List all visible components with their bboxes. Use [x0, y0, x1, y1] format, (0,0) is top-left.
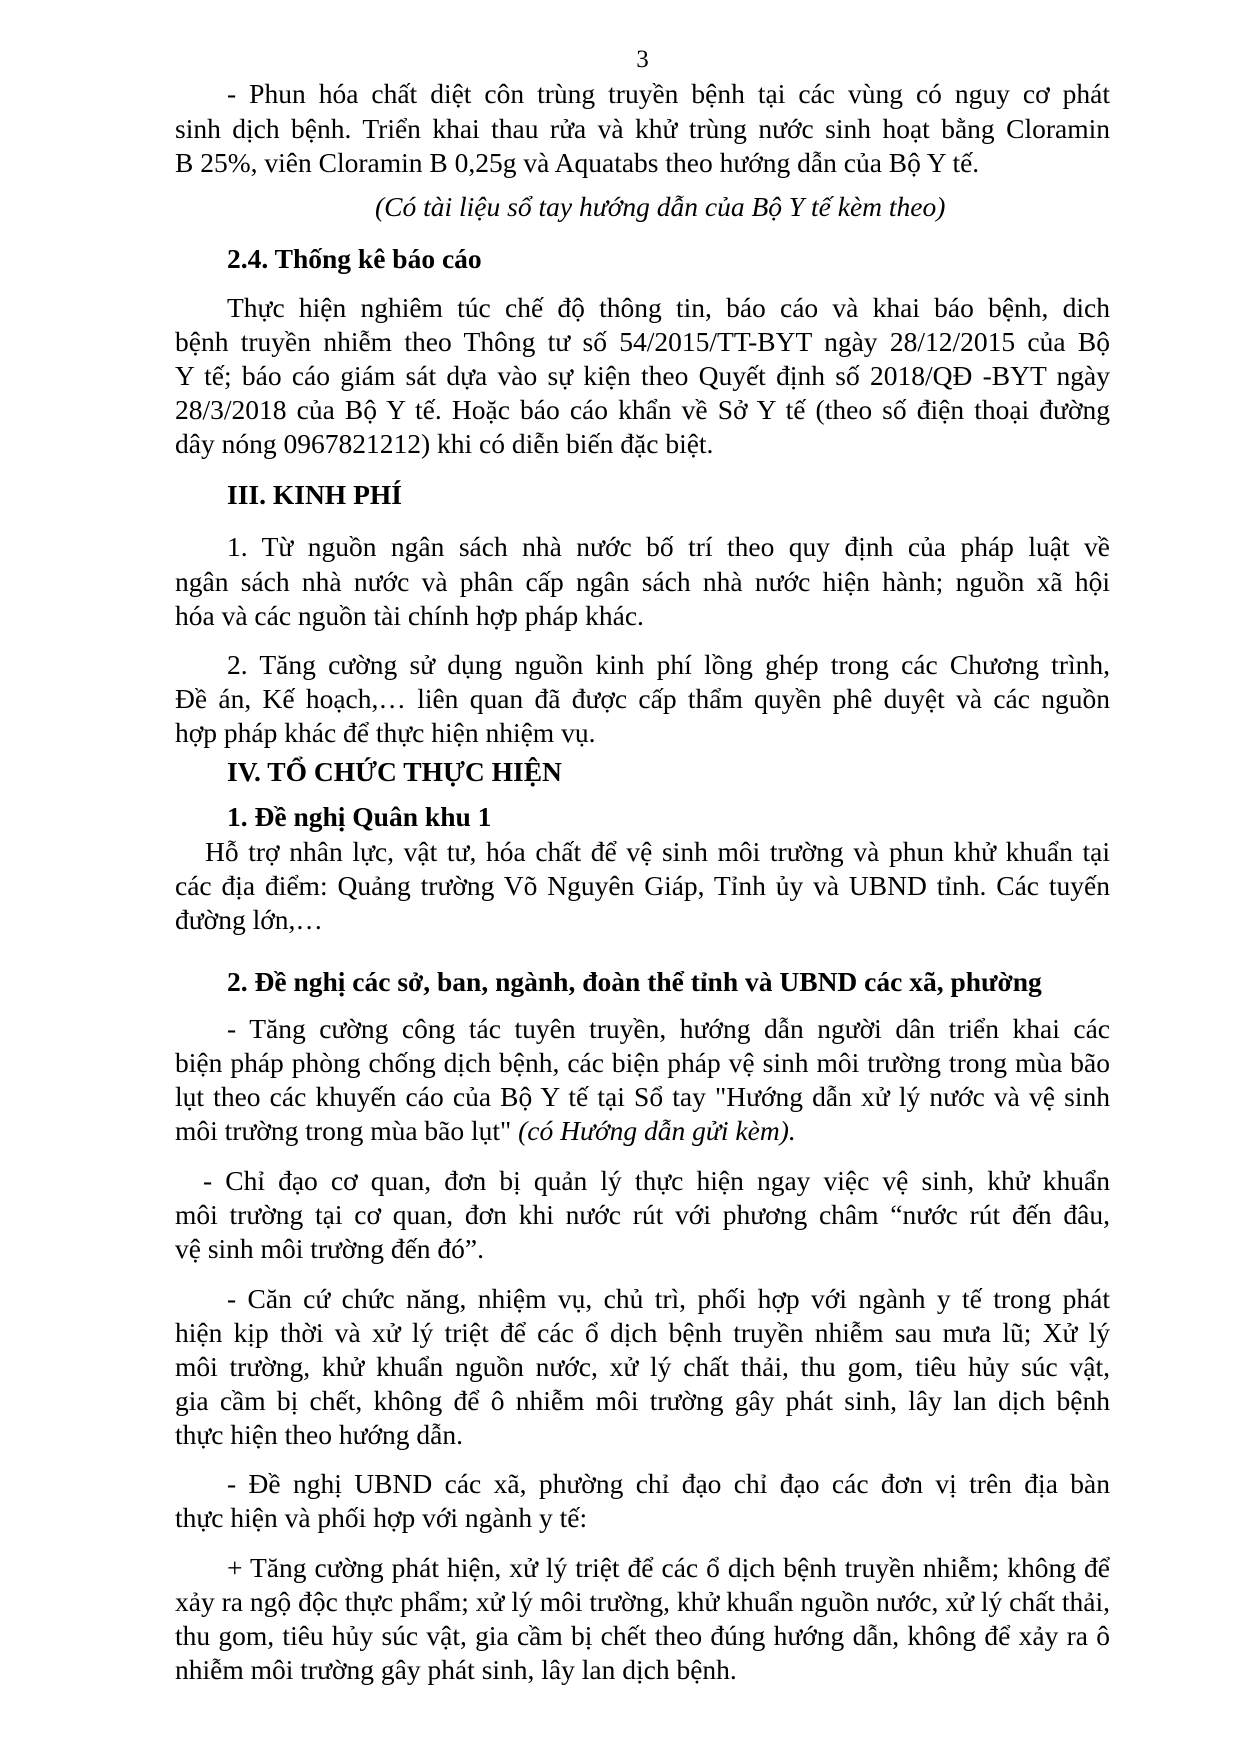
paragraph-line: sinh dịch bệnh. Triển khai thau rửa và khử trùng nước sinh hoạt bằng Cloramin: [175, 113, 1110, 144]
paragraph-line: hiện kịp thời và xử lý triệt để các ổ dịch bệnh truyền nhiễm sau mưa lũ; Xử lý: [175, 1317, 1110, 1348]
section-heading: IV. TỔ CHỨC THỰC HIỆN: [227, 756, 562, 787]
paragraph-line: môi trường, khử khuẩn nguồn nước, xử lý chất thải, thu gom, tiêu hủy súc vật,: [175, 1351, 1110, 1382]
page-number: 3: [636, 46, 649, 73]
paragraph-line: xảy ra ngộ độc thực phẩm; xử lý môi trường, khử khuẩn nguồn nước, xử lý chất thải,: [175, 1586, 1110, 1617]
attachment-note: (có Hướng dẫn gửi kèm).: [518, 1115, 796, 1146]
paragraph-line: Đề án, Kế hoạch,… liên quan đã được cấp thẩm quyền phê duyệt và các nguồn: [175, 683, 1110, 714]
paragraph-line: dây nóng 0967821212) khi có diễn biến đặc biệt.: [175, 428, 714, 459]
paragraph-line: 2. Tăng cường sử dụng nguồn kinh phí lồng ghép trong các Chương trình,: [227, 649, 1110, 680]
paragraph-line: nhiễm môi trường gây phát sinh, lây lan dịch bệnh.: [175, 1654, 737, 1685]
paragraph-line: - Chỉ đạo cơ quan, đơn bị quản lý thực hiện ngay việc vệ sinh, khử khuẩn: [203, 1165, 1110, 1196]
paragraph-line: Thực hiện nghiêm túc chế độ thông tin, báo cáo và khai báo bệnh, dich: [227, 292, 1110, 323]
attachment-note: (Có tài liệu sổ tay hướng dẫn của Bộ Y tế kèm theo): [375, 191, 946, 222]
paragraph-line: - Phun hóa chất diệt côn trùng truyền bệnh tại các vùng có nguy cơ phát: [227, 78, 1110, 109]
paragraph-line: biện pháp phòng chống dịch bệnh, các biện pháp vệ sinh môi trường trong mùa bão: [175, 1047, 1110, 1078]
paragraph-line: Hỗ trợ nhân lực, vật tư, hóa chất để vệ sinh môi trường và phun khử khuẩn tại: [205, 836, 1110, 867]
paragraph-line: - Căn cứ chức năng, nhiệm vụ, chủ trì, phối hợp với ngành y tế trong phát: [227, 1283, 1110, 1314]
paragraph-text: môi trường trong mùa bão lụt": [175, 1115, 519, 1146]
paragraph-line: hợp pháp khác để thực hiện nhiệm vụ.: [175, 717, 596, 748]
paragraph-line: bệnh truyền nhiễm theo Thông tư số 54/2015/TT-BYT ngày 28/12/2015 của Bộ: [175, 326, 1110, 357]
paragraph-line: các địa điểm: Quảng trường Võ Nguyên Giáp, Tỉnh ủy và UBND tỉnh. Các tuyến: [175, 870, 1110, 901]
paragraph-line: 28/3/2018 của Bộ Y tế. Hoặc báo cáo khẩn về Sở Y tế (theo số điện thoại đường: [175, 394, 1110, 425]
paragraph-line: gia cầm bị chết, không để ô nhiễm môi trường gây phát sinh, lây lan dịch bệnh: [175, 1385, 1110, 1416]
paragraph-line: [175, 1114, 1110, 1148]
subsection-heading: 1. Đề nghị Quân khu 1: [227, 801, 492, 832]
paragraph-line: môi trường tại cơ quan, đơn khi nước rút với phương châm “nước rút đến đâu,: [175, 1199, 1110, 1230]
paragraph-line: đường lớn,…: [175, 904, 323, 935]
paragraph-line: + Tăng cường phát hiện, xử lý triệt để các ổ dịch bệnh truyền nhiễm; không để: [227, 1552, 1110, 1583]
paragraph-line: thực hiện và phối hợp với ngành y tế:: [175, 1502, 588, 1533]
section-heading: 2.4. Thống kê báo cáo: [227, 243, 482, 274]
section-heading: III. KINH PHÍ: [227, 479, 402, 510]
paragraph-line: lụt theo các khuyến cáo của Bộ Y tế tại Sổ tay "Hướng dẫn xử lý nước và vệ sinh: [175, 1081, 1110, 1112]
subsection-heading: 2. Đề nghị các sở, ban, ngành, đoàn thể tỉnh và UBND các xã, phường: [227, 966, 1042, 997]
paragraph-line: Y tế; báo cáo giám sát dựa vào sự kiện theo Quyết định số 2018/QĐ -BYT ngày: [175, 360, 1110, 391]
paragraph-line: - Tăng cường công tác tuyên truyền, hướng dẫn người dân triển khai các: [227, 1013, 1110, 1044]
paragraph-line: thu gom, tiêu hủy súc vật, gia cầm bị chết theo đúng hướng dẫn, không để xảy ra ô: [175, 1620, 1110, 1651]
document-page: [175, 0, 1110, 1754]
paragraph-line: hóa và các nguồn tài chính hợp pháp khác.: [175, 600, 644, 631]
paragraph-line: ngân sách nhà nước và phân cấp ngân sách nhà nước hiện hành; nguồn xã hội: [175, 566, 1110, 597]
paragraph-line: vệ sinh môi trường đến đó”.: [175, 1233, 484, 1264]
paragraph-line: 1. Từ nguồn ngân sách nhà nước bố trí theo quy định của pháp luật về: [227, 531, 1110, 562]
paragraph-line: - Đề nghị UBND các xã, phường chỉ đạo chỉ đạo các đơn vị trên địa bàn: [227, 1468, 1110, 1499]
paragraph-line: B 25%, viên Cloramin B 0,25g và Aquatabs theo hướng dẫn của Bộ Y tế.: [175, 147, 980, 178]
paragraph-line: thực hiện theo hướng dẫn.: [175, 1419, 463, 1450]
